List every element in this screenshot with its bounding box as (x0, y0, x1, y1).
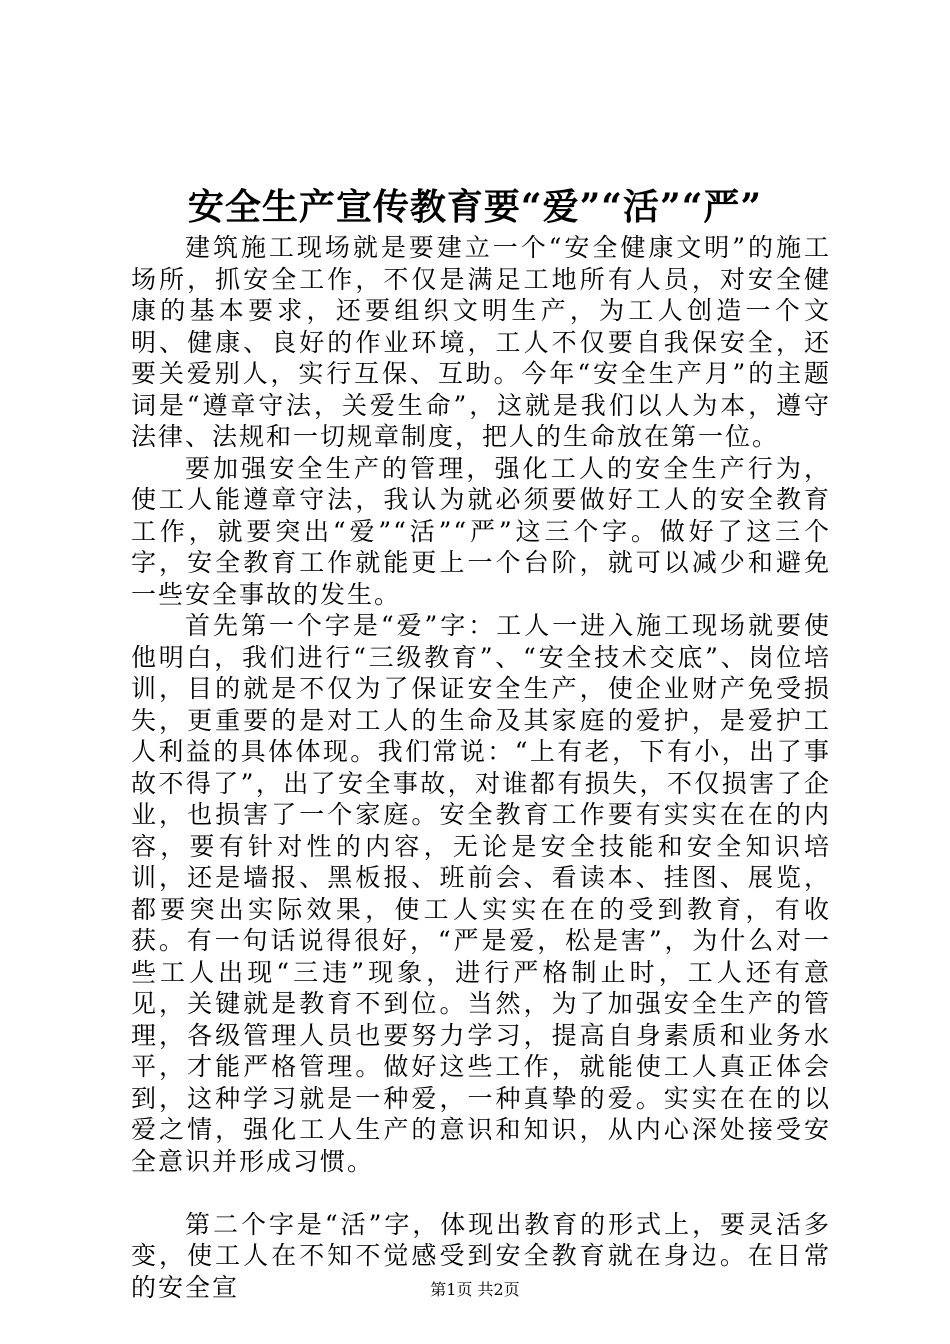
paragraph-1: 建筑施工现场就是要建立一个“安全健康文明”的施工场所，抓安全工作，不仅是满足工地所有人员，对安全健康的基本要求，还要组织文明生产，为工人创造一个文明、健康、良好的作业环境，工人不仅要自我保安全，还要关爱别人，实行互保、互助。今年“安全生产月”的主题词是“遵章守法，关爱生命”，这就是我们以人为本，遵守法律、法规和一切规章制度，把人的生命放在第一位。 (131, 233, 831, 451)
paragraph-3: 首先第一个字是“爱”字：工人一进入施工现场就要使他明白，我们进行“三级教育”、“安全技术交底”、岗位培训，目的就是不仅为了保证安全生产，使企业财产免受损失，更重要的是对工人的生命及其家庭的爱护，是爱护工人利益的具体体现。我们常说：“上有老，下有小，出了事故不得了”，出了安全事故，对谁都有损失，不仅损害了企业，也损害了一个家庭。安全教育工作要有实实在在的内容，要有针对性的内容，无论是安全技能和安全知识培训，还是墙报、黑板报、班前会、看读本、挂图、展览，都要突出实际效果，使工人实实在在的受到教育，有收获。有一句话说得很好，“严是爱，松是害”，为什么对一些工人出现“三违”现象，进行严格制止时，工人还有意见，关键就是教育不到位。当然，为了加强安全生产的管理，各级管理人员也要努力学习，提高自身素质和业务水平，才能严格管理。做好这些工作，就能使工人真正体会到，这种学习就是一种爱，一种真挚的爱。实实在在的以爱之情，强化工人生产的意识和知识，从内心深处接受安全意识并形成习惯。 (131, 611, 831, 1176)
page-footer: 第1页 共2页 (430, 1280, 520, 1299)
document-body (131, 232, 831, 1303)
document-title: 安全生产宣传教育要“爱”“活”“严” (187, 186, 763, 228)
paragraph-4: 第二个字是“活”字，体现出教育的形式上，要灵活多变，使工人在不知不觉感受到安全教育就在身边。在日常的安全宣 (131, 1209, 831, 1302)
paragraph-2: 要加强安全生产的管理，强化工人的安全生产行为，使工人能遵章守法，我认为就必须要做好工人的安全教育工作，就要突出“爱”“活”“严”这三个字。做好了这三个字，安全教育工作就能更上一个台阶，就可以减少和避免一些安全事故的发生。 (131, 453, 831, 609)
